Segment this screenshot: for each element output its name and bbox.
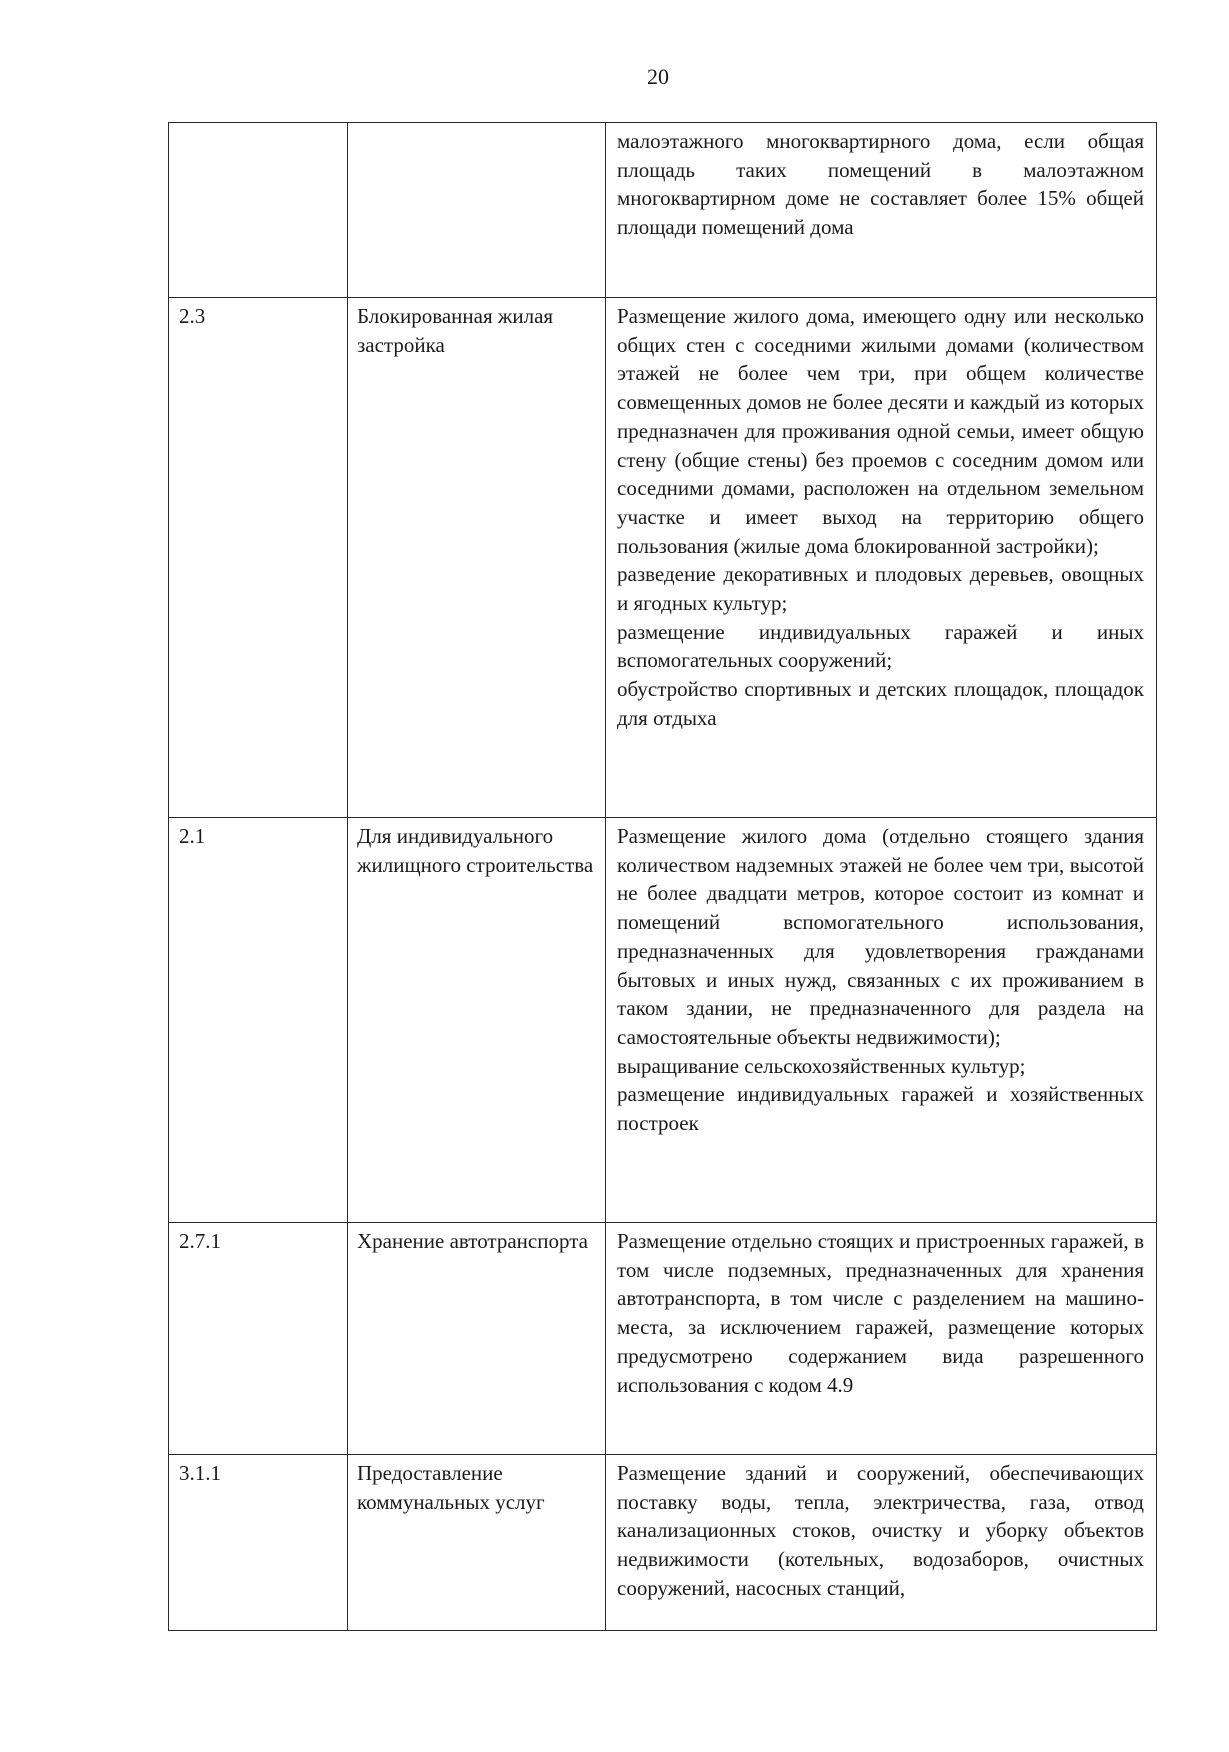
name-cell (348, 818, 606, 1223)
name-text (348, 123, 605, 127)
name-cell (348, 298, 606, 818)
code-text: 3.1.1 (179, 1461, 221, 1485)
page-number: 20 (647, 64, 669, 89)
land-use-table (168, 122, 1157, 1631)
description-cell (606, 1223, 1157, 1455)
code-cell (169, 818, 348, 1223)
description-cell (606, 298, 1157, 818)
name-text: Блокированная жилая застройка (357, 304, 554, 357)
description-paragraph: размещение индивидуальных гаражей и хозяйственных построек (617, 1082, 1144, 1136)
code-cell (169, 1223, 348, 1455)
table-row (169, 298, 1157, 818)
name-text: Хранение автотранспорта (357, 1229, 588, 1253)
description-paragraph: Размещение жилого дома (отдельно стоящего здания количеством надземных этажей не более чем три, высотой не более двадцати метров, которое состоит из комнат и помещений вспомогательного использования, предназначенных для удовлетворения гражданами бытовых и иных нужд, связанных с их проживанием в таком здании, не предназначенного для раздела на самостоятельные объекты недвижимости); (617, 824, 1144, 1049)
code-text: 2.3 (179, 304, 206, 328)
description-paragraph: размещение индивидуальных гаражей и иных вспомогательных сооружений; (617, 619, 1144, 673)
code-cell (169, 123, 348, 298)
code-cell (169, 1455, 348, 1631)
description-paragraph: разведение декоративных и плодовых деревьев, овощных и ягодных культур; (617, 562, 1144, 616)
code-cell (169, 298, 348, 818)
name-cell (348, 1455, 606, 1631)
table-row (169, 1223, 1157, 1455)
description-paragraph: обустройство спортивных и детских площадок, площадок для отдыха (617, 677, 1144, 730)
description-paragraph: малоэтажного многоквартирного дома, если общая площадь таких помещений в малоэтажном многоквартирном доме не составляет более 15% общей площади помещений дома (617, 129, 1144, 240)
description-cell (606, 123, 1157, 298)
table-row (169, 123, 1157, 298)
table-row (169, 818, 1157, 1223)
code-text: 2.1 (179, 824, 206, 848)
description-paragraph: Размещение отдельно стоящих и пристроенных гаражей, в том числе подземных, предназначенных для хранения автотранспорта, в том числе с разделением на машино-места, за исключением гаражей, размещение которых предусмотрено содержанием вида разрешенного использования с кодом 4.9 (617, 1229, 1144, 1397)
code-text (169, 123, 347, 127)
name-cell (348, 1223, 606, 1455)
name-text: Предоставление коммунальных услуг (357, 1461, 545, 1514)
description-paragraph: Размещение зданий и сооружений, обеспечивающих поставку воды, тепла, электричества, газа, отвод канализационных стоков, очистку и уборку объектов недвижимости (котельных, водозаборов, очистных сооружений, насосных станций, (617, 1461, 1144, 1600)
description-cell (606, 818, 1157, 1223)
description-paragraph: Размещение жилого дома, имеющего одну или несколько общих стен с соседними жилыми домами (количеством этажей не более чем три, при общем количестве совмещенных домов не более десяти и каждый из которых предназначен для проживания одной семьи, имеет общую стену (общие стены) без проемов с соседним домом или соседними домами, расположен на отдельном земельном участке и имеет выход на территорию общего пользования (жилые дома блокированной застройки); (617, 304, 1144, 558)
code-text: 2.7.1 (179, 1229, 221, 1253)
description-cell (606, 1455, 1157, 1631)
name-text: Для индивидуального жилищного строительства (357, 824, 594, 877)
name-cell (348, 123, 606, 298)
table-row (169, 1455, 1157, 1631)
description-paragraph: выращивание сельскохозяйственных культур; (617, 1053, 1026, 1078)
